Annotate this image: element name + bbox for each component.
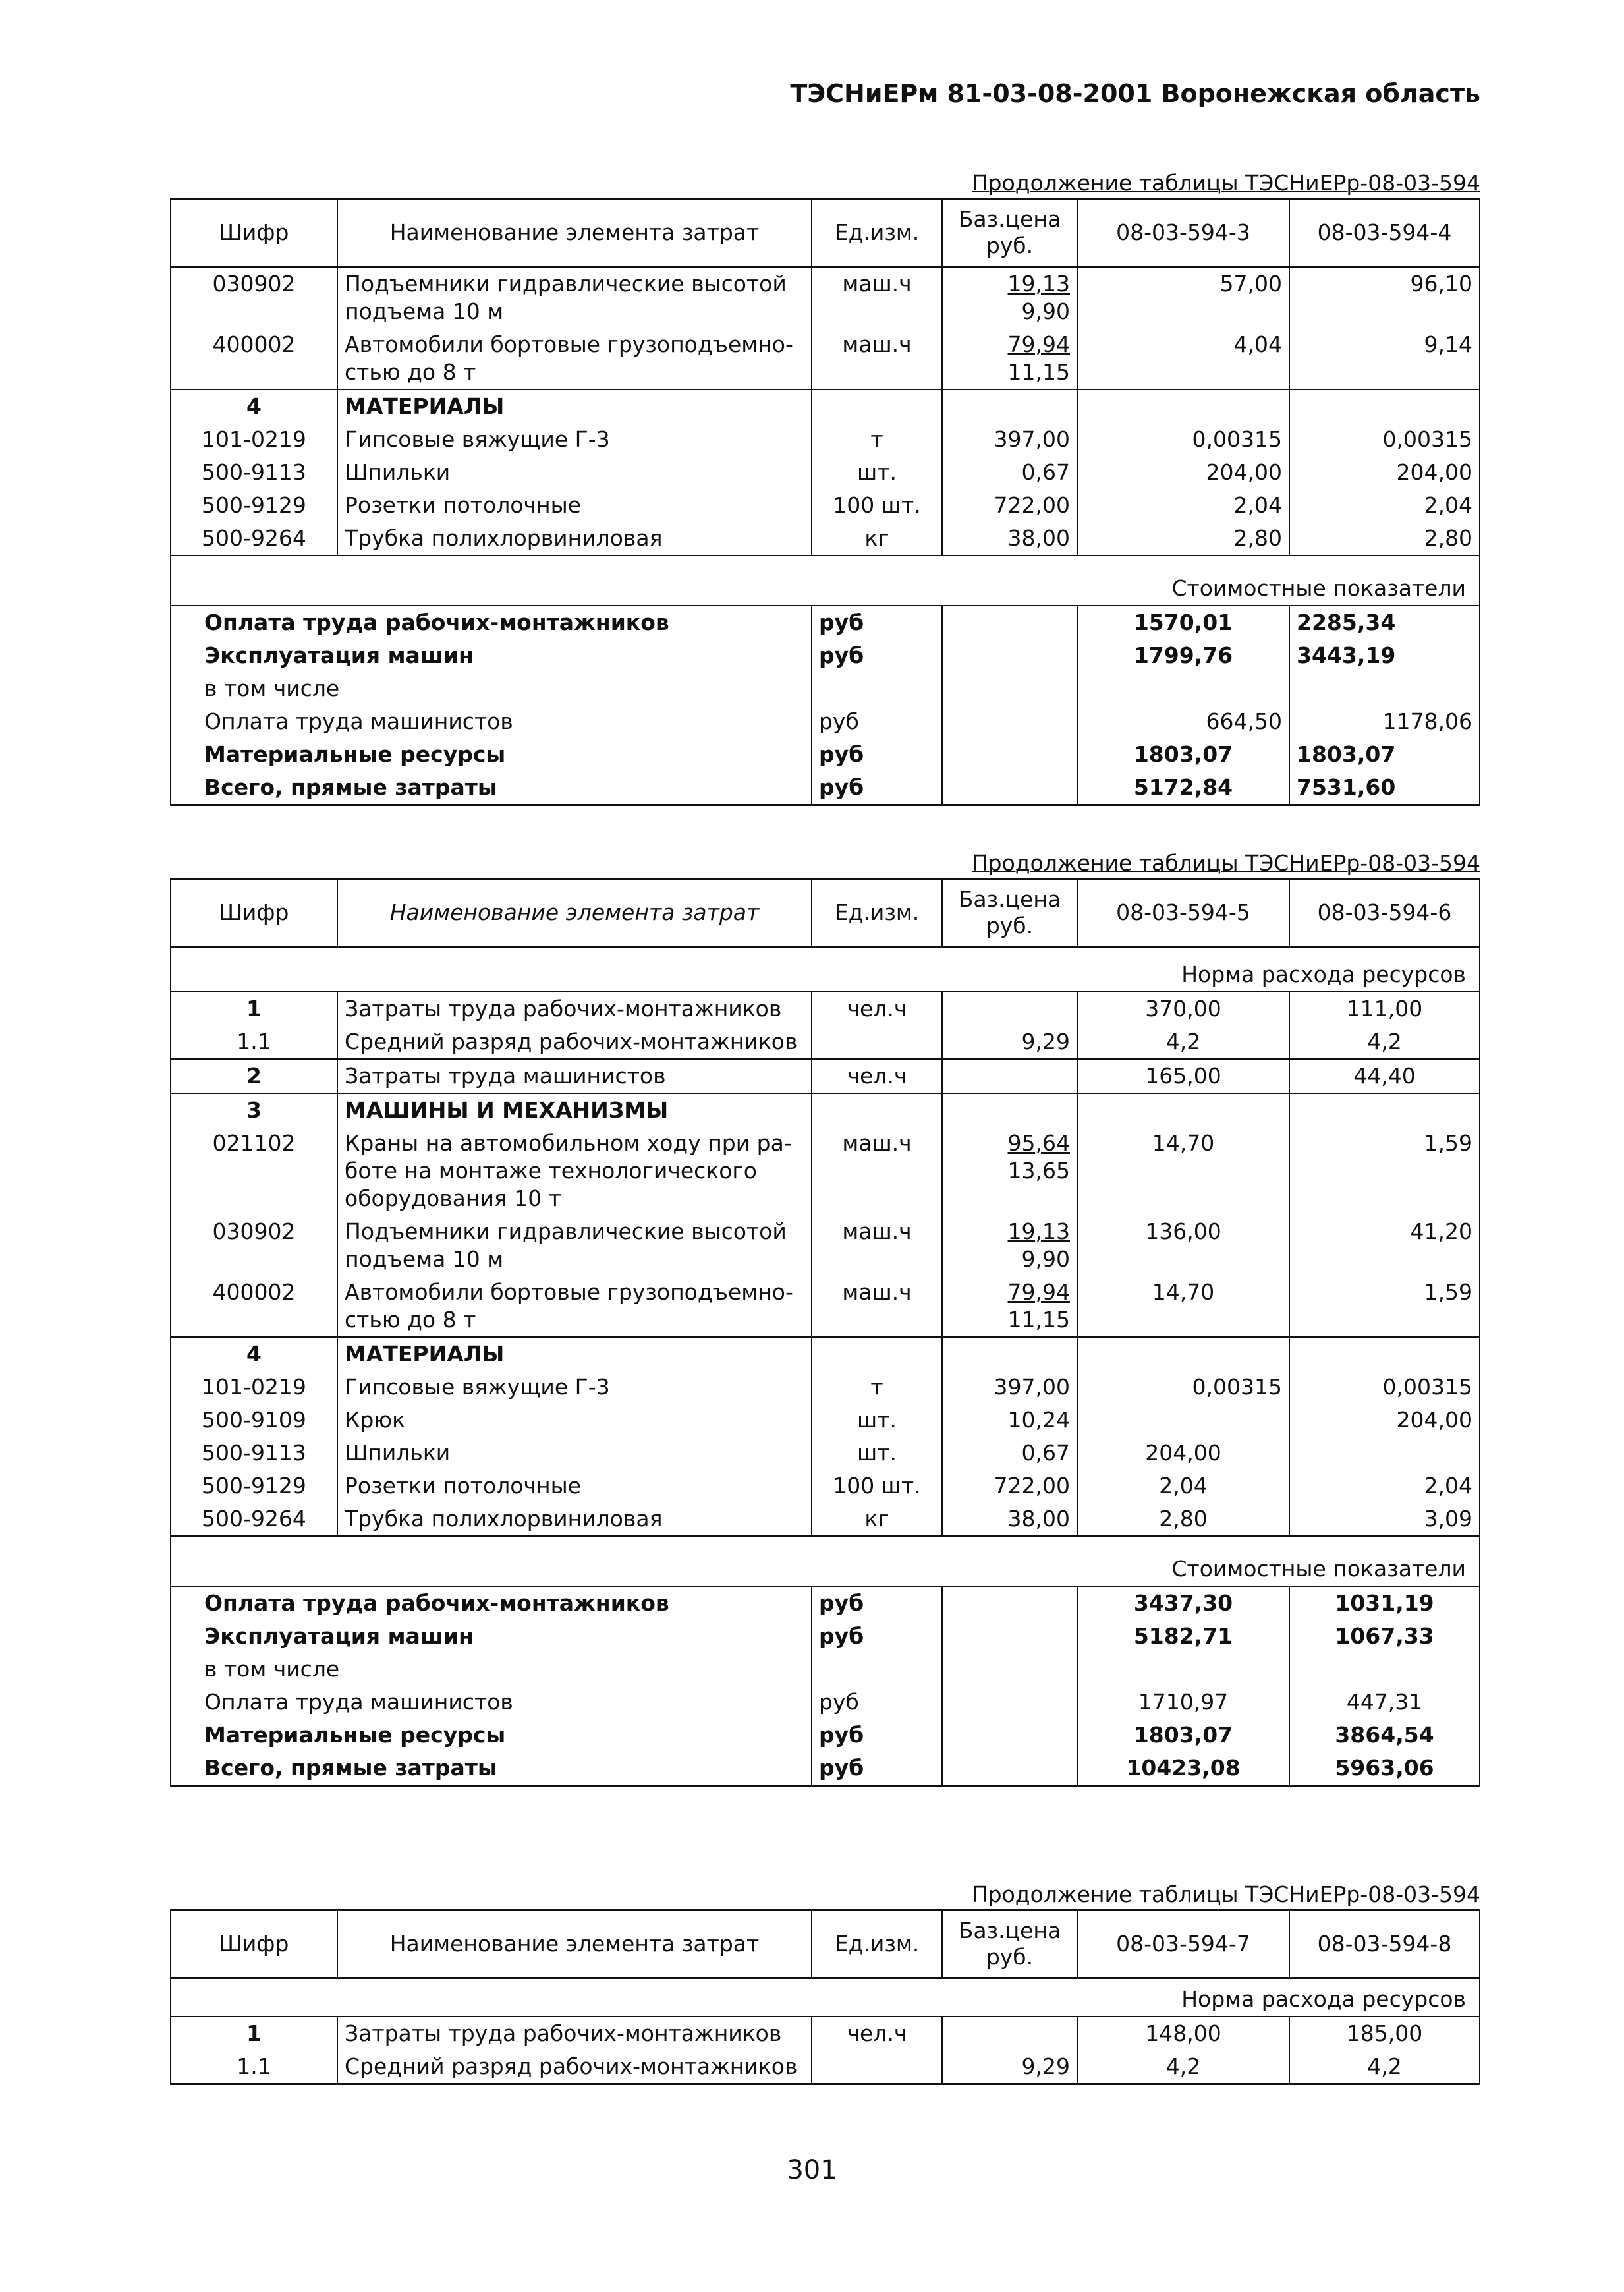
value-cell: 0,00315 <box>1077 1371 1289 1404</box>
code-cell: 030902 <box>171 1215 337 1276</box>
value-cell: 57,00 <box>1077 267 1289 329</box>
cost-value: 1031,19 <box>1289 1586 1480 1620</box>
col-header: 08-03-594-7 <box>1077 1910 1289 1978</box>
cost-value: 1710,97 <box>1077 1686 1289 1719</box>
code-cell: 500-9129 <box>171 489 337 522</box>
name-cell: Трубка полихлорвиниловая <box>337 1503 812 1536</box>
table-row <box>171 489 1480 522</box>
cost-label: Оплата труда рабочих-монтажников <box>171 1586 812 1620</box>
value-cell: 204,00 <box>1289 1404 1480 1437</box>
code-cell: 400002 <box>171 328 337 389</box>
unit-cell: кг <box>812 522 942 556</box>
resource-table-3 <box>170 1909 1480 2085</box>
value-cell: 148,00 <box>1077 2017 1289 2050</box>
cost-row <box>171 705 1480 738</box>
table-row <box>171 2017 1480 2050</box>
value-cell: 4,2 <box>1289 1025 1480 1059</box>
section-row <box>171 1093 1480 1127</box>
col-header: Наименование элемента затрат <box>337 199 812 267</box>
code-cell: 400002 <box>171 1276 337 1337</box>
table-row <box>171 2050 1480 2084</box>
price-bottom: 13,65 <box>1007 1158 1070 1184</box>
table-header-row <box>171 199 1480 267</box>
price-cell <box>942 2017 1077 2050</box>
cost-label: Оплата труда рабочих-монтажников <box>171 606 812 639</box>
value-cell: 2,04 <box>1077 1470 1289 1503</box>
cost-unit: руб <box>812 705 942 738</box>
cost-row <box>171 606 1480 639</box>
cost-band-row <box>171 1536 1480 1586</box>
code-cell: 1.1 <box>171 2050 337 2084</box>
unit-cell: т <box>812 423 942 456</box>
name-cell: Автомобили бортовые грузоподъемно-стью до 8 т <box>337 328 812 389</box>
cost-value: 1178,06 <box>1289 705 1480 738</box>
code-cell: 021102 <box>171 1127 337 1215</box>
cost-unit: руб <box>812 738 942 771</box>
table-row <box>171 267 1480 329</box>
unit-cell: 100 шт. <box>812 489 942 522</box>
unit-cell: чел.ч <box>812 1059 942 1093</box>
cost-value: 447,31 <box>1289 1686 1480 1719</box>
col-header: Шифр <box>171 879 337 947</box>
col-header: Баз.цена руб. <box>942 879 1077 947</box>
cost-row <box>171 672 1480 705</box>
col-header: Баз.цена руб. <box>942 199 1077 267</box>
unit-cell: маш.ч <box>812 1127 942 1215</box>
price-bottom: 9,90 <box>1021 299 1070 324</box>
cost-value: 1570,01 <box>1077 606 1289 639</box>
cost-unit: руб <box>812 771 942 805</box>
price-top: 95,64 <box>1007 1130 1070 1156</box>
value-cell: 0,00315 <box>1289 423 1480 456</box>
price-cell: 38,00 <box>942 522 1077 556</box>
code-cell: 500-9113 <box>171 456 337 489</box>
unit-cell: маш.ч <box>812 1276 942 1337</box>
value-cell: 14,70 <box>1077 1276 1289 1337</box>
value-cell: 185,00 <box>1289 2017 1480 2050</box>
price-cell <box>942 328 1077 389</box>
price-cell: 9,29 <box>942 1025 1077 1059</box>
cost-row <box>171 1620 1480 1653</box>
cost-unit: руб <box>812 1620 942 1653</box>
document-header: ТЭСНиЕРм 81-03-08-2001 Воронежская область <box>790 79 1480 108</box>
table-row <box>171 1503 1480 1536</box>
table-row <box>171 1025 1480 1059</box>
value-cell: 44,40 <box>1289 1059 1480 1093</box>
value-cell: 2,80 <box>1077 1503 1289 1536</box>
cost-value: 7531,60 <box>1289 771 1480 805</box>
cost-label: в том числе <box>171 1653 812 1686</box>
price-cell: 722,00 <box>942 489 1077 522</box>
value-cell <box>1077 1404 1289 1437</box>
code-cell: 1.1 <box>171 1025 337 1059</box>
code-cell: 2 <box>171 1059 337 1093</box>
cost-unit: руб <box>812 1719 942 1752</box>
price-bottom: 9,90 <box>1021 1246 1070 1272</box>
value-cell: 204,00 <box>1077 456 1289 489</box>
value-cell: 14,70 <box>1077 1127 1289 1215</box>
price-cell: 722,00 <box>942 1470 1077 1503</box>
norm-band-label: Норма расхода ресурсов <box>171 1978 1480 2017</box>
value-cell <box>1289 1437 1480 1470</box>
col-header: Ед.изм. <box>812 879 942 947</box>
name-cell: Гипсовые вяжущие Г-3 <box>337 423 812 456</box>
cost-value: 664,50 <box>1077 705 1289 738</box>
col-header: 08-03-594-4 <box>1289 199 1480 267</box>
table-row <box>171 992 1480 1025</box>
name-cell: Краны на автомобильном ходу при ра-боте на монтаже технологического оборудования 10 т <box>337 1127 812 1215</box>
table-row <box>171 1470 1480 1503</box>
table-row <box>171 1276 1480 1337</box>
cost-value: 1799,76 <box>1077 639 1289 672</box>
value-cell: 96,10 <box>1289 267 1480 329</box>
value-cell: 136,00 <box>1077 1215 1289 1276</box>
price-cell <box>942 1059 1077 1093</box>
value-cell: 2,80 <box>1289 522 1480 556</box>
code-cell: 500-9129 <box>171 1470 337 1503</box>
col-header: Баз.цена руб. <box>942 1910 1077 1978</box>
cost-unit: руб <box>812 1586 942 1620</box>
value-cell: 9,14 <box>1289 328 1480 389</box>
price-top: 79,94 <box>1007 331 1070 357</box>
value-cell: 165,00 <box>1077 1059 1289 1093</box>
cost-row <box>171 1686 1480 1719</box>
cost-value: 1803,07 <box>1289 738 1480 771</box>
cost-label: Оплата труда машинистов <box>171 1686 812 1719</box>
cost-row <box>171 1586 1480 1620</box>
price-cell: 9,29 <box>942 2050 1077 2084</box>
value-cell: 4,2 <box>1289 2050 1480 2084</box>
cost-label: Материальные ресурсы <box>171 738 812 771</box>
table-row <box>171 456 1480 489</box>
value-cell: 3,09 <box>1289 1503 1480 1536</box>
table-row <box>171 1437 1480 1470</box>
cost-value: 2285,34 <box>1289 606 1480 639</box>
cost-row <box>171 639 1480 672</box>
price-cell <box>942 1276 1077 1337</box>
value-cell: 1,59 <box>1289 1127 1480 1215</box>
value-cell: 0,00315 <box>1289 1371 1480 1404</box>
col-header: 08-03-594-6 <box>1289 879 1480 947</box>
price-top: 19,13 <box>1007 271 1070 297</box>
col-header: 08-03-594-3 <box>1077 199 1289 267</box>
cost-unit: руб <box>812 1686 942 1719</box>
code-cell: 1 <box>171 992 337 1025</box>
cost-unit: руб <box>812 639 942 672</box>
cost-value: 3443,19 <box>1289 639 1480 672</box>
section-code: 4 <box>171 1337 337 1371</box>
table-row <box>171 522 1480 556</box>
cost-label: в том числе <box>171 672 812 705</box>
name-cell: Трубка полихлорвиниловая <box>337 522 812 556</box>
price-cell <box>942 1127 1077 1215</box>
col-header: Ед.изм. <box>812 199 942 267</box>
name-cell: Затраты труда рабочих-монтажников <box>337 2017 812 2050</box>
cost-row <box>171 1653 1480 1686</box>
price-cell <box>942 1215 1077 1276</box>
cost-label: Эксплуатация машин <box>171 1620 812 1653</box>
name-cell: Подъемники гидравлические высотой подъема 10 м <box>337 267 812 329</box>
unit-cell: чел.ч <box>812 992 942 1025</box>
cost-value: 10423,08 <box>1077 1752 1289 1786</box>
value-cell: 0,00315 <box>1077 423 1289 456</box>
norm-band-row <box>171 1978 1480 2017</box>
price-cell <box>942 267 1077 329</box>
price-cell: 0,67 <box>942 1437 1077 1470</box>
col-header: 08-03-594-5 <box>1077 879 1289 947</box>
name-cell: Крюк <box>337 1404 812 1437</box>
unit-cell <box>812 1025 942 1059</box>
code-cell: 101-0219 <box>171 1371 337 1404</box>
col-header: Шифр <box>171 199 337 267</box>
norm-band-label: Норма расхода ресурсов <box>171 947 1480 992</box>
value-cell: 2,04 <box>1077 489 1289 522</box>
name-cell: Розетки потолочные <box>337 489 812 522</box>
price-cell: 0,67 <box>942 456 1077 489</box>
code-cell: 500-9264 <box>171 1503 337 1536</box>
cost-label: Эксплуатация машин <box>171 639 812 672</box>
price-top: 19,13 <box>1007 1218 1070 1244</box>
code-cell: 101-0219 <box>171 423 337 456</box>
price-cell: 10,24 <box>942 1404 1077 1437</box>
name-cell: Шпильки <box>337 456 812 489</box>
table-row <box>171 1371 1480 1404</box>
code-cell: 500-9113 <box>171 1437 337 1470</box>
value-cell: 204,00 <box>1289 456 1480 489</box>
name-cell: Шпильки <box>337 1437 812 1470</box>
price-bottom: 11,15 <box>1007 1307 1070 1332</box>
unit-cell: кг <box>812 1503 942 1536</box>
unit-cell: чел.ч <box>812 2017 942 2050</box>
value-cell: 4,2 <box>1077 1025 1289 1059</box>
price-cell: 38,00 <box>942 1503 1077 1536</box>
col-header: 08-03-594-8 <box>1289 1910 1480 1978</box>
value-cell: 41,20 <box>1289 1215 1480 1276</box>
name-cell: Затраты труда машинистов <box>337 1059 812 1093</box>
value-cell: 370,00 <box>1077 992 1289 1025</box>
resource-table-2 <box>170 878 1480 1787</box>
unit-cell: 100 шт. <box>812 1470 942 1503</box>
unit-cell: шт. <box>812 1437 942 1470</box>
table-row <box>171 1215 1480 1276</box>
code-cell: 500-9109 <box>171 1404 337 1437</box>
value-cell: 2,04 <box>1289 1470 1480 1503</box>
cost-band-label: Стоимостные показатели <box>171 556 1480 606</box>
section-row <box>171 389 1480 423</box>
cost-row <box>171 771 1480 805</box>
cost-label: Всего, прямые затраты <box>171 1752 812 1786</box>
col-header: Ед.изм. <box>812 1910 942 1978</box>
price-top: 79,94 <box>1007 1279 1070 1305</box>
section-code: 3 <box>171 1093 337 1127</box>
cost-value: 5182,71 <box>1077 1620 1289 1653</box>
section-row <box>171 1337 1480 1371</box>
cost-label: Оплата труда машинистов <box>171 705 812 738</box>
unit-cell: т <box>812 1371 942 1404</box>
name-cell: Подъемники гидравлические высотой подъема 10 м <box>337 1215 812 1276</box>
section-title: МАТЕРИАЛЫ <box>337 1337 812 1371</box>
table-row <box>171 1127 1480 1215</box>
value-cell: 1,59 <box>1289 1276 1480 1337</box>
cost-label: Всего, прямые затраты <box>171 771 812 805</box>
table-header-row <box>171 879 1480 947</box>
cost-value: 3864,54 <box>1289 1719 1480 1752</box>
cost-value: 5172,84 <box>1077 771 1289 805</box>
unit-cell <box>812 2050 942 2084</box>
name-cell: Затраты труда рабочих-монтажников <box>337 992 812 1025</box>
col-header: Наименование элемента затрат <box>337 1910 812 1978</box>
value-cell: 111,00 <box>1289 992 1480 1025</box>
cost-label: Материальные ресурсы <box>171 1719 812 1752</box>
table-header-row <box>171 1910 1480 1978</box>
cost-band-label: Стоимостные показатели <box>171 1536 1480 1586</box>
table-row <box>171 423 1480 456</box>
code-cell: 1 <box>171 2017 337 2050</box>
cost-value: 5963,06 <box>1289 1752 1480 1786</box>
cost-row <box>171 1752 1480 1786</box>
value-cell: 2,80 <box>1077 522 1289 556</box>
name-cell: Средний разряд рабочих-монтажников <box>337 2050 812 2084</box>
price-cell: 397,00 <box>942 1371 1077 1404</box>
name-cell: Розетки потолочные <box>337 1470 812 1503</box>
name-cell: Средний разряд рабочих-монтажников <box>337 1025 812 1059</box>
section-title: МАТЕРИАЛЫ <box>337 389 812 423</box>
cost-value: 3437,30 <box>1077 1586 1289 1620</box>
page-number: 301 <box>787 2155 837 2185</box>
cost-value: 1067,33 <box>1289 1620 1480 1653</box>
table-row <box>171 1404 1480 1437</box>
section-code: 4 <box>171 389 337 423</box>
unit-cell: шт. <box>812 456 942 489</box>
table-row <box>171 1059 1480 1093</box>
unit-cell: маш.ч <box>812 267 942 329</box>
unit-cell: маш.ч <box>812 328 942 389</box>
table-row <box>171 328 1480 389</box>
value-cell: 4,2 <box>1077 2050 1289 2084</box>
code-cell: 030902 <box>171 267 337 329</box>
code-cell: 500-9264 <box>171 522 337 556</box>
cost-band-row <box>171 556 1480 606</box>
name-cell: Гипсовые вяжущие Г-3 <box>337 1371 812 1404</box>
cost-unit: руб <box>812 606 942 639</box>
price-cell <box>942 992 1077 1025</box>
unit-cell: шт. <box>812 1404 942 1437</box>
table-caption: Продолжение таблицы ТЭСНиЕРр-08-03-594 <box>971 850 1480 876</box>
norm-band-row <box>171 947 1480 992</box>
table-caption: Продолжение таблицы ТЭСНиЕРр-08-03-594 <box>971 170 1480 196</box>
col-header: Шифр <box>171 1910 337 1978</box>
table-caption: Продолжение таблицы ТЭСНиЕРр-08-03-594 <box>971 1881 1480 1907</box>
price-cell: 397,00 <box>942 423 1077 456</box>
cost-row <box>171 1719 1480 1752</box>
value-cell: 4,04 <box>1077 328 1289 389</box>
name-cell: Автомобили бортовые грузоподъемно-стью до 8 т <box>337 1276 812 1337</box>
cost-row <box>171 738 1480 771</box>
col-header: Наименование элемента затрат <box>337 879 812 947</box>
cost-unit: руб <box>812 1752 942 1786</box>
resource-table-1 <box>170 198 1480 806</box>
cost-value: 1803,07 <box>1077 738 1289 771</box>
unit-cell: маш.ч <box>812 1215 942 1276</box>
value-cell: 204,00 <box>1077 1437 1289 1470</box>
price-bottom: 11,15 <box>1007 359 1070 385</box>
cost-value: 1803,07 <box>1077 1719 1289 1752</box>
section-title: МАШИНЫ И МЕХАНИЗМЫ <box>337 1093 812 1127</box>
value-cell: 2,04 <box>1289 489 1480 522</box>
